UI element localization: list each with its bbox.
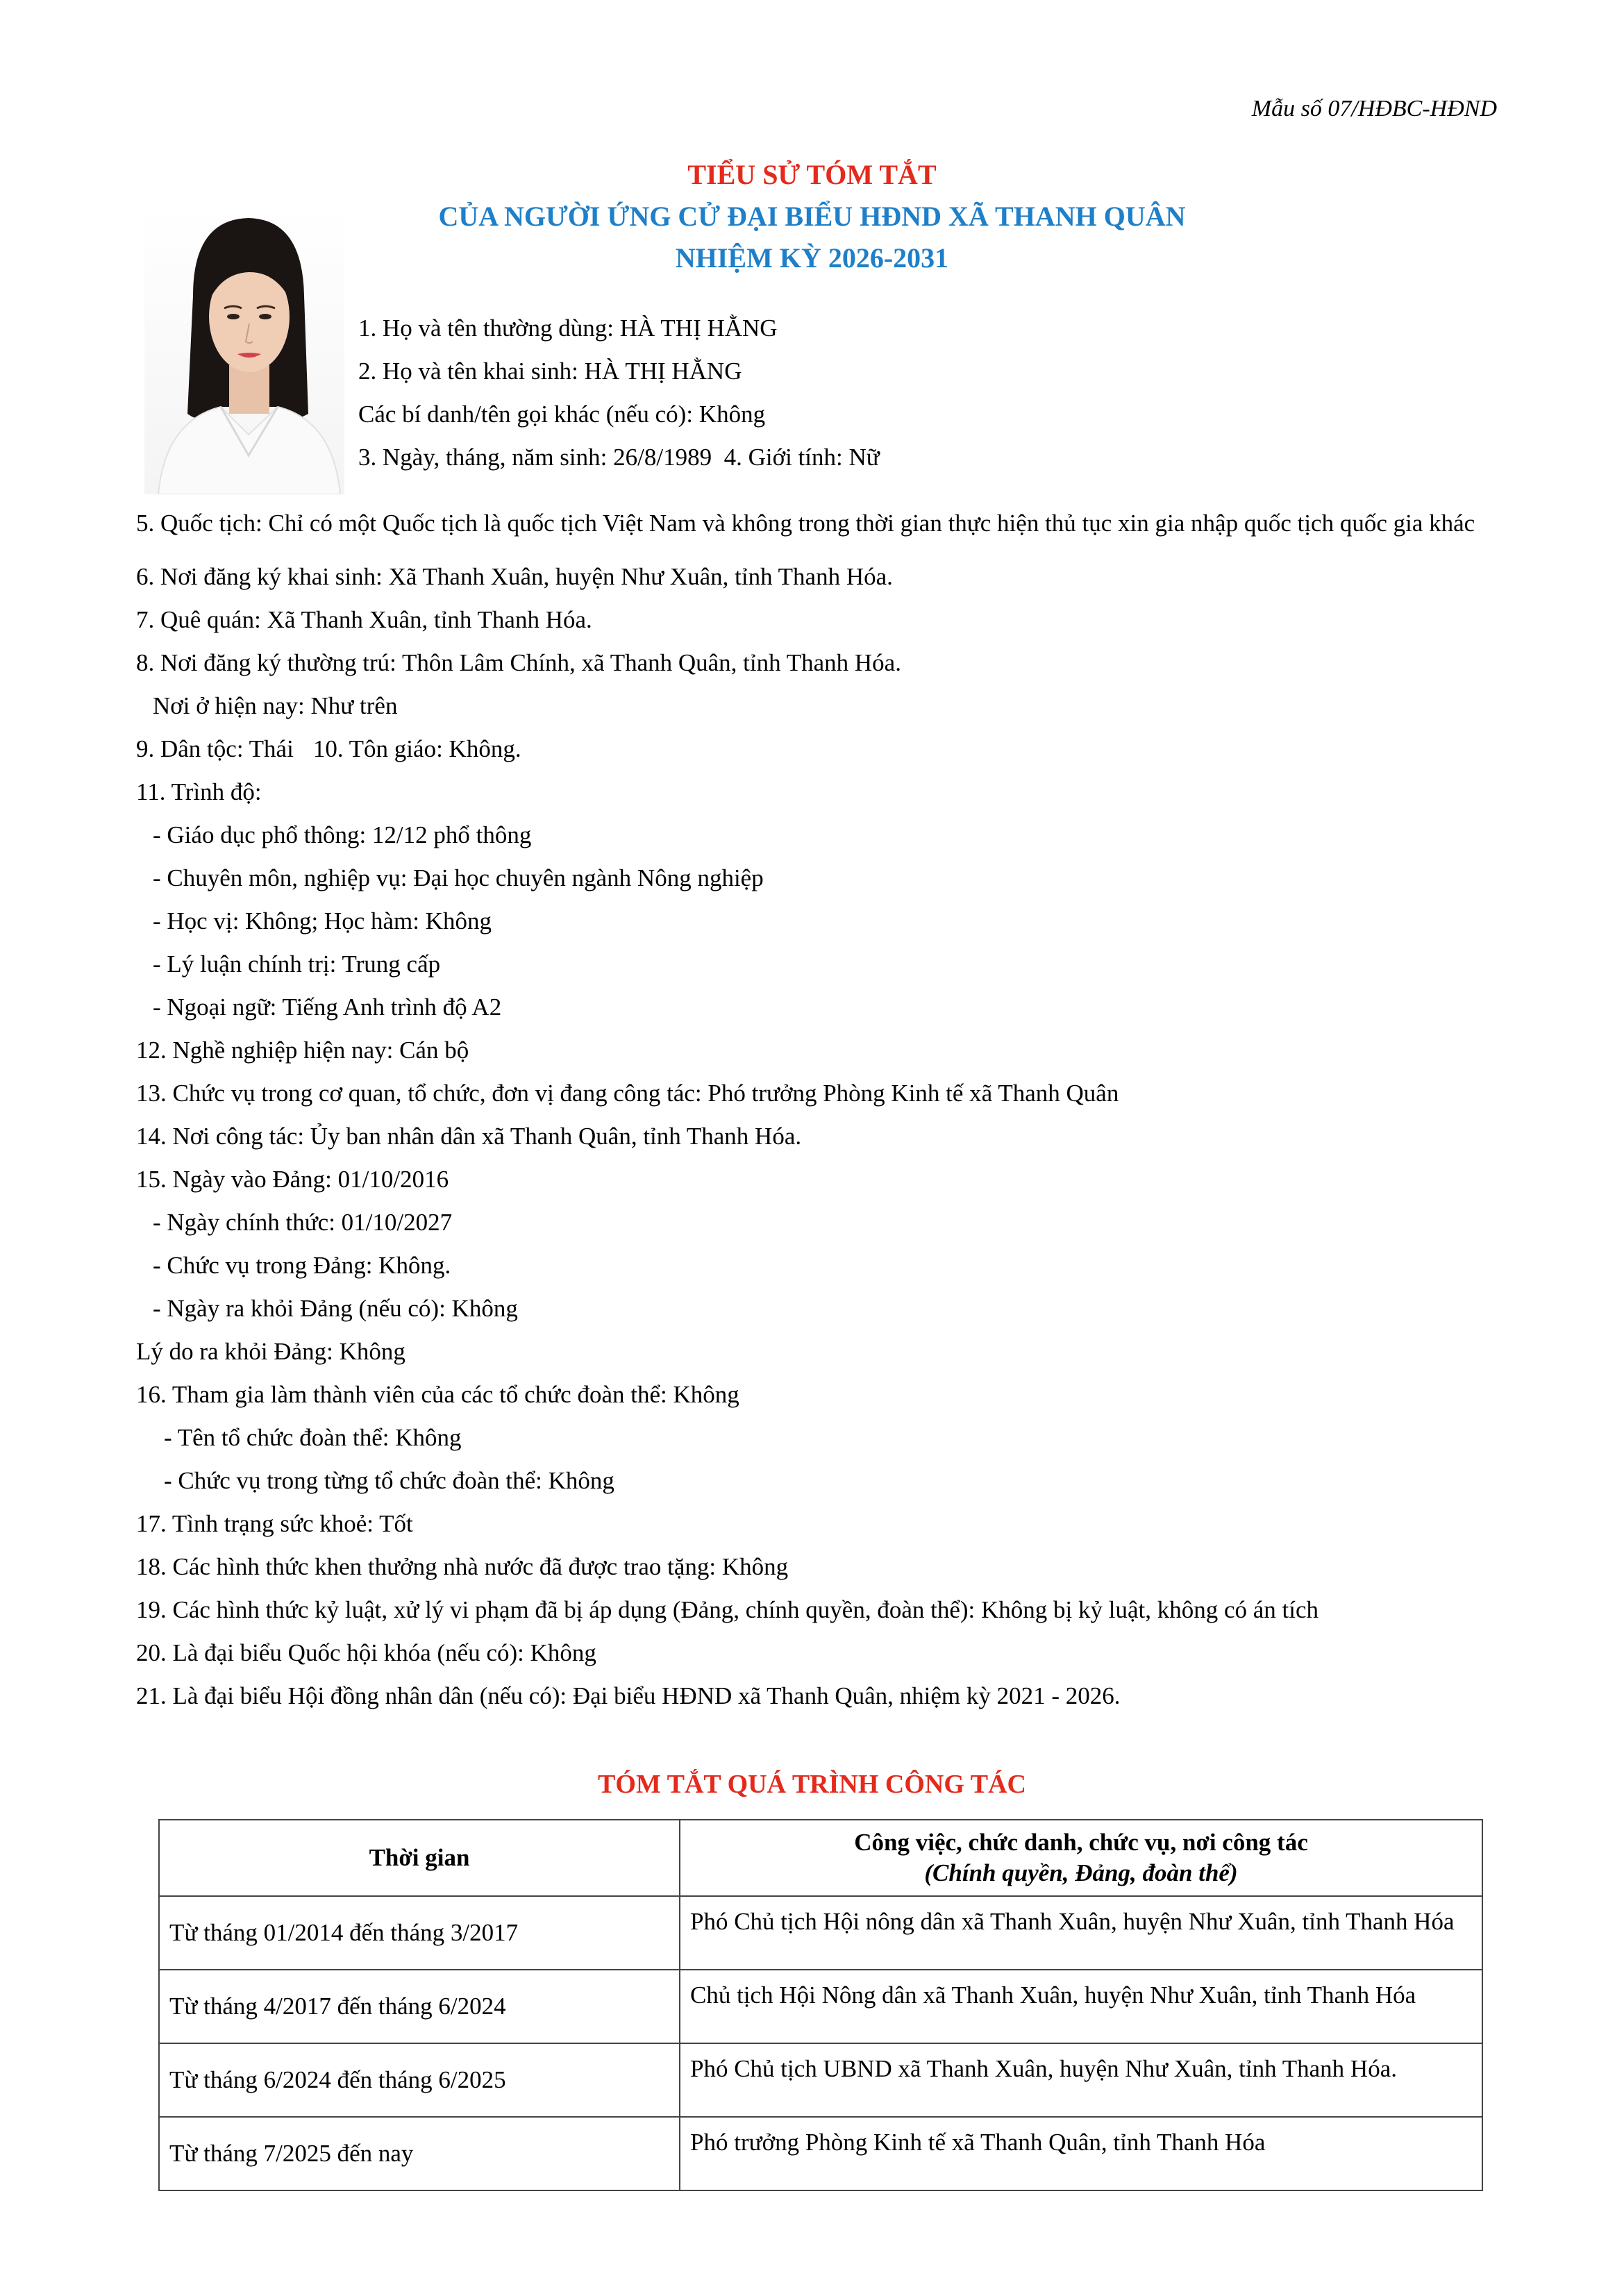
field-party-official-date: - Ngày chính thức: 01/10/2027 — [153, 1209, 453, 1236]
title-line-1: TIỂU SỬ TÓM TẮT — [687, 159, 937, 190]
cell-time: Từ tháng 6/2024 đến tháng 6/2025 — [159, 2043, 680, 2117]
header-time-label: Thời gian — [369, 1844, 470, 1871]
title-line-3: NHIỆM KỲ 2026-2031 — [675, 242, 949, 274]
field-academic-degree: - Học vị: Không; Học hàm: Không — [153, 907, 492, 935]
personal-info-header — [358, 307, 880, 479]
table-row — [159, 2117, 1482, 2190]
field-party-leave-date: - Ngày ra khỏi Đảng (nếu có): Không — [153, 1295, 518, 1322]
field-nationality: 5. Quốc tịch: Chỉ có một Quốc tịch là quốc tịch Việt Nam và không trong thời gian thực hiện thủ tục xin gia nhập quốc tịch quốc gia khác — [136, 510, 1475, 537]
field-gender: 4. Giới tính: Nữ — [723, 444, 880, 471]
header-job-sublabel: (Chính quyền, Đảng, đoàn thể) — [924, 1859, 1238, 1886]
field-aliases: Các bí danh/tên gọi khác (nếu có): Không — [358, 401, 766, 428]
field-awards: 18. Các hình thức khen thưởng nhà nước đã được trao tặng: Không — [136, 1553, 789, 1580]
cell-time: Từ tháng 7/2025 đến nay — [159, 2117, 680, 2190]
field-party-join-date: 15. Ngày vào Đảng: 01/10/2016 — [136, 1166, 449, 1193]
personal-info-body — [136, 503, 1497, 1718]
field-organization-position: - Chức vụ trong từng tổ chức đoàn thể: Không — [164, 1467, 614, 1494]
field-religion: 10. Tôn giáo: Không. — [312, 735, 521, 762]
cell-job: Chủ tịch Hội Nông dân xã Thanh Xuân, huyện Như Xuân, tỉnh Thanh Hóa — [680, 1970, 1482, 2043]
field-workplace: 14. Nơi công tác: Ủy ban nhân dân xã Thanh Quân, tỉnh Thanh Hóa. — [136, 1123, 802, 1150]
field-discipline: 19. Các hình thức kỷ luật, xử lý vi phạm đã bị áp dụng (Đảng, chính quyền, đoàn thể): Không bị kỷ luật, không có án tích — [136, 1596, 1319, 1623]
table-row — [159, 1896, 1482, 1970]
field-political-theory: - Lý luận chính trị: Trung cấp — [153, 950, 441, 978]
title-line-2: CỦA NGƯỜI ỨNG CỬ ĐẠI BIỂU HĐND XÃ THANH QUÂN — [438, 201, 1186, 232]
field-birth-date-gender — [358, 436, 880, 479]
field-ethnicity-religion — [136, 728, 1497, 771]
field-birth-date: 3. Ngày, tháng, năm sinh: 26/8/1989 — [358, 444, 712, 471]
field-current-residence: Nơi ở hiện nay: Như trên — [153, 692, 398, 719]
table-header-row — [159, 1820, 1482, 1896]
field-birth-name: 2. Họ và tên khai sinh: HÀ THỊ HẰNG — [358, 358, 742, 385]
table-row — [159, 2043, 1482, 2117]
field-specialization: - Chuyên môn, nghiệp vụ: Đại học chuyên ngành Nông nghiệp — [153, 864, 764, 891]
field-common-name: 1. Họ và tên thường dùng: HÀ THỊ HẰNG — [358, 315, 778, 342]
field-general-education: - Giáo dục phổ thông: 12/12 phổ thông — [153, 821, 532, 848]
field-peoples-council: 21. Là đại biểu Hội đồng nhân dân (nếu có): Đại biểu HĐND xã Thanh Quân, nhiệm kỳ 2021 - 2026. — [136, 1682, 1121, 1709]
field-permanent-residence: 8. Nơi đăng ký thường trú: Thôn Lâm Chính, xã Thanh Quân, tỉnh Thanh Hóa. — [136, 649, 901, 676]
field-health: 17. Tình trạng sức khoẻ: Tốt — [136, 1510, 413, 1537]
field-hometown: 7. Quê quán: Xã Thanh Xuân, tỉnh Thanh Hóa. — [136, 606, 592, 633]
field-ethnicity: 9. Dân tộc: Thái — [136, 735, 294, 762]
field-organizations: 16. Tham gia làm thành viên của các tổ chức đoàn thể: Không — [136, 1381, 739, 1408]
field-birth-registration: 6. Nơi đăng ký khai sinh: Xã Thanh Xuân, huyện Như Xuân, tỉnh Thanh Hóa. — [136, 563, 893, 590]
field-party-leave-reason: Lý do ra khỏi Đảng: Không — [136, 1338, 405, 1365]
table-row — [159, 1970, 1482, 2043]
portrait-photo — [144, 206, 344, 494]
field-foreign-language: - Ngoại ngữ: Tiếng Anh trình độ A2 — [153, 994, 502, 1021]
work-history-title: TÓM TẮT QUÁ TRÌNH CÔNG TÁC — [598, 1770, 1026, 1799]
cell-time: Từ tháng 4/2017 đến tháng 6/2024 — [159, 1970, 680, 2043]
field-party-position: - Chức vụ trong Đảng: Không. — [153, 1252, 451, 1279]
field-national-assembly: 20. Là đại biểu Quốc hội khóa (nếu có): Không — [136, 1639, 596, 1666]
field-position: 13. Chức vụ trong cơ quan, tổ chức, đơn vị đang công tác: Phó trưởng Phòng Kinh tế xã Thanh Quân — [136, 1080, 1119, 1107]
cell-time: Từ tháng 01/2014 đến tháng 3/2017 — [159, 1896, 680, 1970]
header-time — [159, 1820, 680, 1896]
work-history-table — [158, 1819, 1483, 2191]
cell-job: Phó Chủ tịch UBND xã Thanh Xuân, huyện Như Xuân, tỉnh Thanh Hóa. — [680, 2043, 1482, 2117]
header-job-label: Công việc, chức danh, chức vụ, nơi công tác — [854, 1829, 1308, 1856]
header-job — [680, 1820, 1482, 1896]
field-organization-name: - Tên tổ chức đoàn thể: Không — [164, 1424, 462, 1451]
field-occupation: 12. Nghề nghiệp hiện nay: Cán bộ — [136, 1037, 469, 1064]
field-education: 11. Trình độ: — [136, 778, 262, 805]
cell-job: Phó Chủ tịch Hội nông dân xã Thanh Xuân, huyện Như Xuân, tỉnh Thanh Hóa — [680, 1896, 1482, 1970]
cell-job: Phó trưởng Phòng Kinh tế xã Thanh Quân, tỉnh Thanh Hóa — [680, 2117, 1482, 2190]
form-code: Mẫu số 07/HĐBC-HĐND — [1251, 96, 1497, 121]
